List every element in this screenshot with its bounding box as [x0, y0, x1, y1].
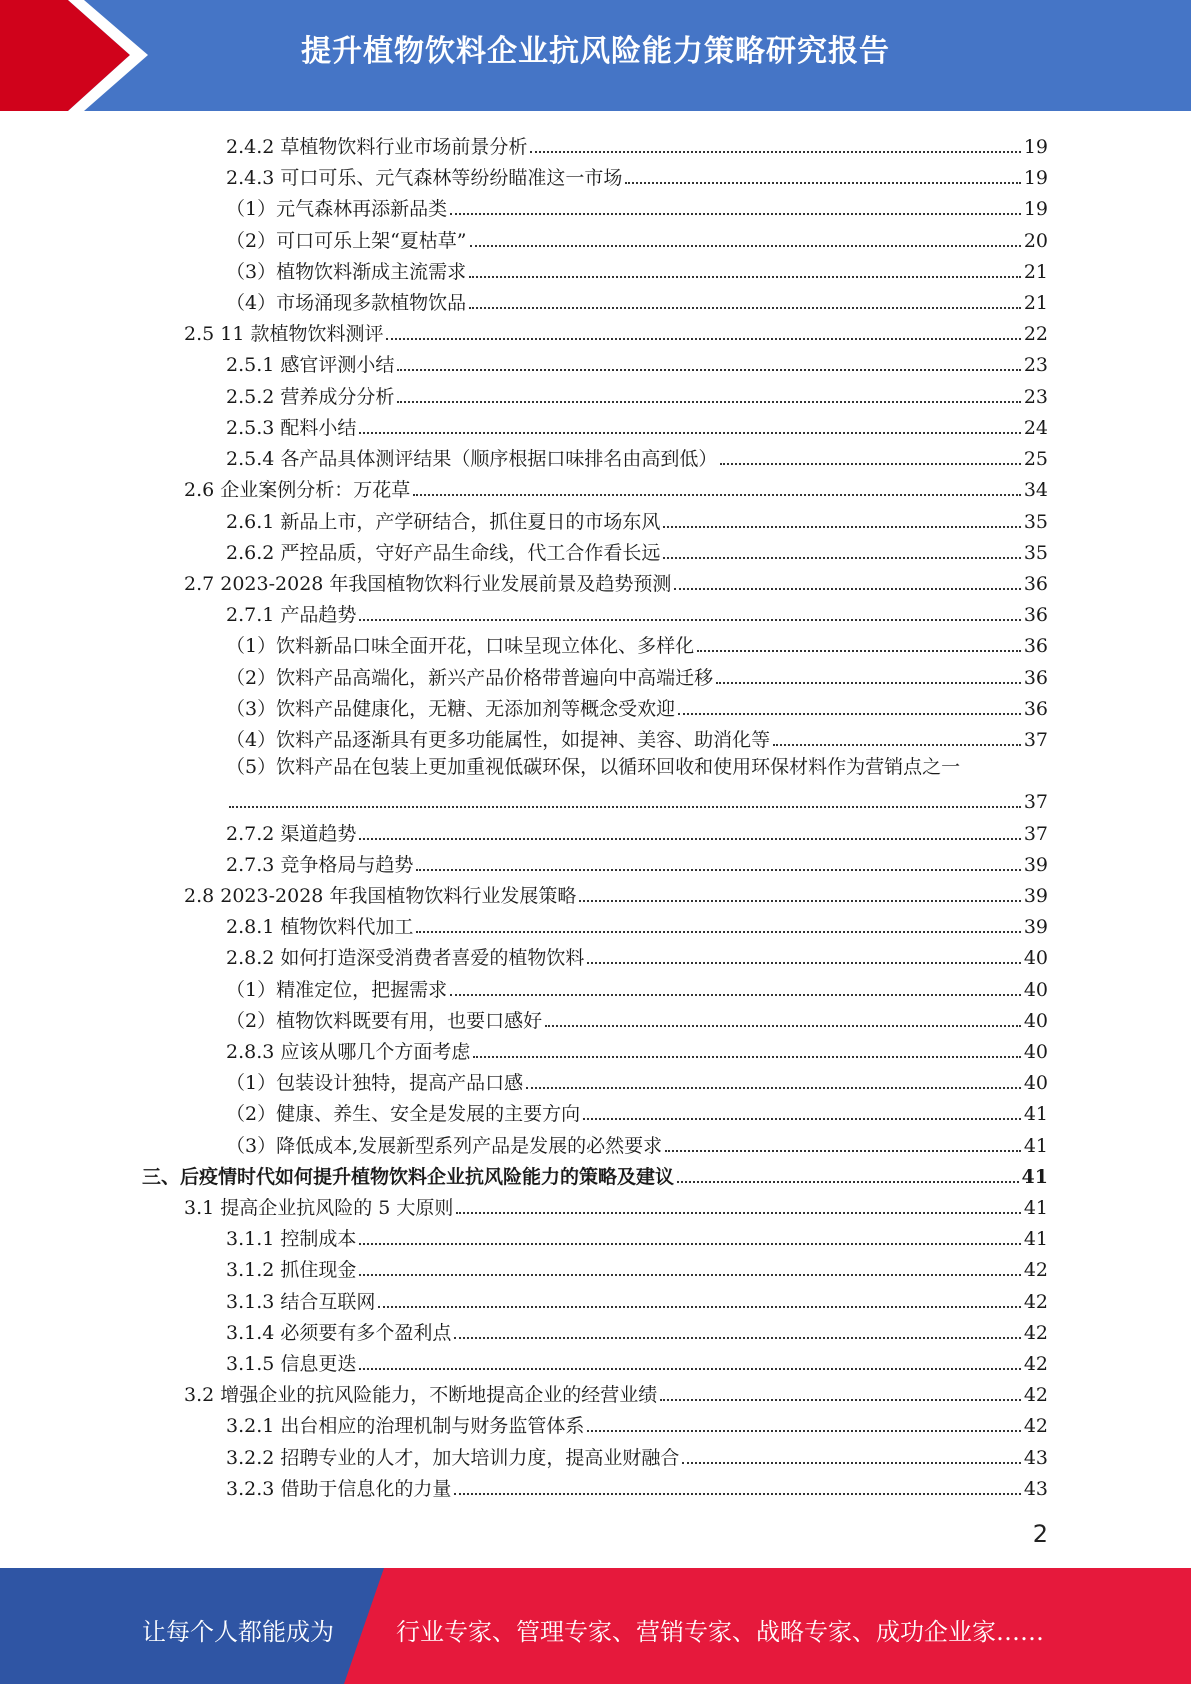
toc-entry[interactable]: （4）饮料产品逐渐具有更多功能属性，如提神、美容、助消化等 37	[226, 729, 1048, 751]
toc-entry[interactable]: 3.1.3 结合互联网 42	[226, 1291, 1048, 1313]
toc-entry[interactable]: 2.5.4 各产品具体测评结果（顺序根据口味排名由高到低） 25	[226, 448, 1048, 470]
toc-entry[interactable]: 2.5.1 感官评测小结 23	[226, 354, 1048, 376]
toc-entry[interactable]: （1）包装设计独特，提高产品口感 40	[226, 1072, 1048, 1094]
page-header	[0, 0, 1191, 111]
toc-entry[interactable]: 2.6.2 严控品质，守好产品生命线，代工合作看长远 35	[226, 542, 1048, 564]
toc-entry[interactable]: 2.5.2 营养成分分析 23	[226, 386, 1048, 408]
toc-entry[interactable]: （2）饮料产品高端化，新兴产品价格带普遍向中高端迁移 36	[226, 667, 1048, 689]
toc-entry[interactable]: 3.1.2 抓住现金 42	[226, 1259, 1048, 1281]
footer-slogan-right: 行业专家、管理专家、营销专家、战略专家、成功企业家……	[396, 1618, 1044, 1646]
footer-slogan-left: 让每个人都能成为	[142, 1618, 334, 1646]
toc-entry[interactable]: 2.8 2023-2028 年我国植物饮料行业发展策略 39	[184, 885, 1048, 907]
toc-entry[interactable]: 3.2.2 招聘专业的人才，加大培训力度，提高业财融合 43	[226, 1447, 1048, 1469]
toc-entry[interactable]: （4）市场涌现多款植物饮品 21	[226, 292, 1048, 314]
toc-entry[interactable]: 2.7.2 渠道趋势 37	[226, 823, 1048, 845]
toc-entry[interactable]: （2）植物饮料既要有用，也要口感好 40	[226, 1010, 1048, 1032]
toc-entry[interactable]: 2.8.3 应该从哪几个方面考虑 40	[226, 1041, 1048, 1063]
toc-entry[interactable]: （3）植物饮料渐成主流需求 21	[226, 261, 1048, 283]
toc-entry[interactable]: （1）元气森林再添新品类 19	[226, 198, 1048, 220]
toc-entry[interactable]: 2.6 企业案例分析：万花草 34	[184, 479, 1048, 501]
page-footer	[0, 1568, 1191, 1684]
toc-entry[interactable]: 2.6.1 新品上市，产学研结合，抓住夏日的市场东风 35	[226, 511, 1048, 533]
toc-entry[interactable]: 3.2 增强企业的抗风险能力，不断地提高企业的经营业绩 42	[184, 1384, 1048, 1406]
toc-entry[interactable]: （2）健康、养生、安全是发展的主要方向 41	[226, 1103, 1048, 1125]
toc-entry[interactable]: 3.1.1 控制成本 41	[226, 1228, 1048, 1250]
toc-entry[interactable]: （3）降低成本,发展新型系列产品是发展的必然要求 41	[226, 1135, 1048, 1157]
toc-entry[interactable]: 3.2.1 出台相应的治理机制与财务监管体系 42	[226, 1415, 1048, 1437]
toc-entry[interactable]: 2.8.1 植物饮料代加工 39	[226, 916, 1048, 938]
toc-entry[interactable]: 2.7.3 竞争格局与趋势 39	[226, 854, 1048, 876]
toc-entry[interactable]: （3）饮料产品健康化，无糖、无添加剂等概念受欢迎 36	[226, 698, 1048, 720]
toc-chapter-entry[interactable]: 三、后疫情时代如何提升植物饮料企业抗风险能力的策略及建议 41	[142, 1166, 1048, 1188]
report-title: 提升植物饮料企业抗风险能力策略研究报告	[301, 34, 890, 69]
toc-entry[interactable]: （1）饮料新品口味全面开花，口味呈现立体化、多样化 36	[226, 635, 1048, 657]
toc-entry[interactable]: 2.4.3 可口可乐、元气森林等纷纷瞄准这一市场 19	[226, 167, 1048, 189]
toc-entry[interactable]: （1）精准定位，把握需求 40	[226, 979, 1048, 1001]
toc-entry[interactable]: （2）可口可乐上架“夏枯草” 20	[226, 230, 1048, 252]
toc-entry[interactable]: 2.8.2 如何打造深受消费者喜爱的植物饮料 40	[226, 947, 1048, 969]
toc-entry-wrapped-first-line[interactable]: （5）饮料产品在包装上更加重视低碳环保，以循环回收和使用环保材料作为营销点之一	[226, 756, 961, 778]
toc-entry[interactable]: 3.1.5 信息更迭 42	[226, 1353, 1048, 1375]
toc-entry[interactable]: 2.7 2023-2028 年我国植物饮料行业发展前景及趋势预测 36	[184, 573, 1048, 595]
toc-entry[interactable]: 2.5 11 款植物饮料测评 22	[184, 323, 1048, 345]
toc-entry-wrapped-continuation[interactable]: 37	[226, 783, 1048, 814]
toc-entry[interactable]: 3.1.4 必须要有多个盈利点 42	[226, 1322, 1048, 1344]
toc-entry[interactable]: 3.2.3 借助于信息化的力量 43	[226, 1478, 1048, 1500]
toc-entry[interactable]: 2.4.2 草植物饮料行业市场前景分析 19	[226, 136, 1048, 158]
toc-entry[interactable]: 2.5.3 配料小结 24	[226, 417, 1048, 439]
toc-entry[interactable]: 2.7.1 产品趋势 36	[226, 604, 1048, 626]
toc-entry[interactable]: 3.1 提高企业抗风险的 5 大原则 41	[184, 1197, 1048, 1219]
page-number: 2	[1032, 1520, 1048, 1548]
